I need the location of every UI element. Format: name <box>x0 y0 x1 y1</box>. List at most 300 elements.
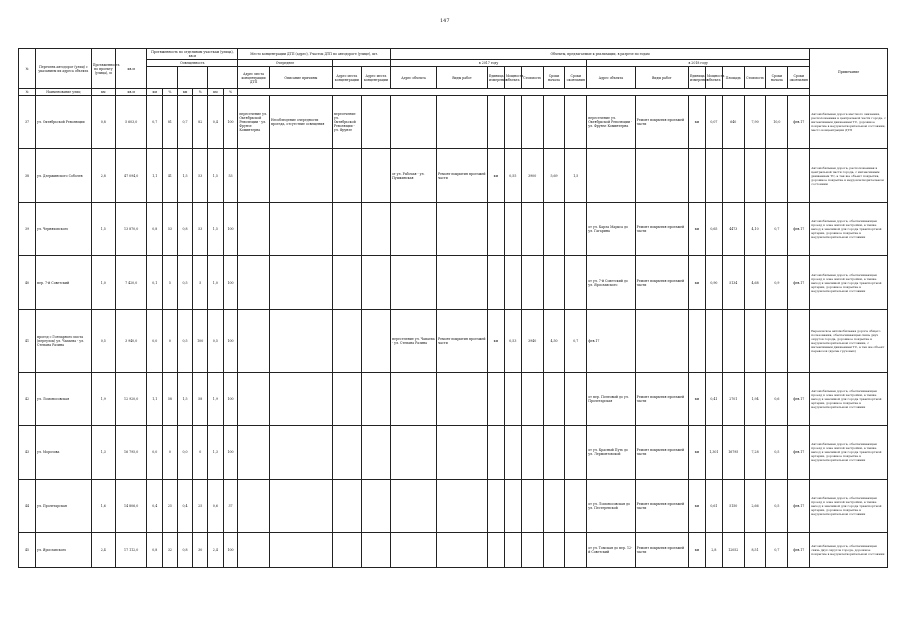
cell-a2 <box>361 149 390 202</box>
cell-work17 <box>437 96 488 149</box>
cell-e17 <box>565 426 587 479</box>
header-2017-cost: Стоимость <box>521 67 543 89</box>
cell-note: Автомобильная дорога, обеспечивающая проезд к зоне жилой застройки, а также выход к значимой для города транспортной артерии, дорожное покрытие в неудовлетворительном состоянии <box>810 426 888 479</box>
header-dtp-address-3: Адрес места концентрации <box>361 67 390 89</box>
header-2017-unit: Единица измерения <box>487 67 504 89</box>
cell-len: 1,9 <box>91 372 115 425</box>
cell-area: 12 920,0 <box>115 372 147 425</box>
cell-n: 40 <box>19 256 36 309</box>
cell-m17 <box>504 202 521 255</box>
cell-m17 <box>504 256 521 309</box>
cell-work18: Ремонт покрытия проезжей части <box>635 426 688 479</box>
table-row <box>19 309 888 372</box>
unit-name: Наименование улиц <box>35 89 91 96</box>
cell-c6: 37 <box>223 479 238 532</box>
cell-n: 45 <box>19 533 36 568</box>
cell-area18: 4473 <box>722 202 744 255</box>
table-row <box>19 479 888 532</box>
cell-work17 <box>437 479 488 532</box>
cell-s18: 0,7 <box>766 202 788 255</box>
cell-dtp <box>238 479 270 532</box>
cell-cost17: 3940 <box>521 309 543 372</box>
header-group-light: Освещенность <box>147 60 238 67</box>
cell-a2 <box>361 426 390 479</box>
cell-u17 <box>487 479 504 532</box>
cell-c4: 30 <box>193 533 208 568</box>
cell-c5: 0,6 <box>207 479 223 532</box>
cell-cost17 <box>521 426 543 479</box>
cell-u18: км <box>688 479 705 532</box>
cell-c1: 0,1 <box>147 256 163 309</box>
cell-street: ул. Ярославского <box>35 533 91 568</box>
cell-work18: Ремонт покрытия проезжей части <box>635 533 688 568</box>
cell-cost18: 4,68 <box>744 256 766 309</box>
cell-c3: 0,5 <box>177 309 193 372</box>
unit-km-2: км <box>177 89 193 96</box>
unit-pct-3: % <box>223 89 238 96</box>
cell-obj18: пересечение ул. Октябрьской Революции - ул. Фрунзе Коминтерна <box>587 96 635 149</box>
cell-c2: 25 <box>163 479 178 532</box>
table-row <box>19 202 888 255</box>
header-2017-object: Адрес объекта <box>390 67 436 89</box>
cell-s18: 0,9 <box>766 256 788 309</box>
cell-e17: 0,7 <box>565 309 587 372</box>
cell-cause <box>269 479 332 532</box>
cell-e18: фев.17 <box>788 96 810 149</box>
header-objects: Объекты, предлагаемые к реализации, в разрезе по годам <box>390 49 809 60</box>
cell-work18: Ремонт покрытия проезжей части <box>635 372 688 425</box>
cell-c1: 0,4 <box>147 479 163 532</box>
cell-a2 <box>361 256 390 309</box>
table-body <box>19 96 888 568</box>
cell-m17 <box>504 533 521 568</box>
cell-u17: км <box>487 309 504 372</box>
cell-s17 <box>543 202 565 255</box>
cell-work17: Ремонт покрытия проезжей части <box>437 149 488 202</box>
cell-c4: 53 <box>193 202 208 255</box>
cell-note: Автомобильная дорога, обеспечивающая проезд к зоне жилой застройки, а также выход к значимой для города транспортной артерии, дорожное покрытие в неудовлетворительном состоянии <box>810 372 888 425</box>
header-2018-object: Адрес объекта <box>587 67 635 89</box>
cell-c2: 53 <box>163 202 178 255</box>
cell-s17 <box>543 256 565 309</box>
cell-area: 7 420,0 <box>115 256 147 309</box>
cell-obj18 <box>587 149 635 202</box>
cell-cause <box>269 426 332 479</box>
cell-n: 41 <box>19 309 36 372</box>
cell-s18: 0,5 <box>766 479 788 532</box>
cell-cost17 <box>521 202 543 255</box>
cell-c2: 41 <box>163 149 178 202</box>
cell-obj18: от ул. Ломоносовская до ул. Пестеревской <box>587 479 635 532</box>
cell-note: Автомобильная дорога, обеспечивающая проезд к зоне жилой застройки, а также выход к значимой для города транспортной артерии, дорожное покрытие в неудовлетворительном состоянии <box>810 479 888 532</box>
header-2018-unit: Единица измерения <box>688 67 705 89</box>
cell-e18: фев.17 <box>788 202 810 255</box>
cell-cause: Несоблюдение очередности проезда, отсутствие освещения <box>269 96 332 149</box>
cell-dtp <box>238 426 270 479</box>
cell-c2: 81 <box>163 96 178 149</box>
cell-area18: 5134 <box>722 256 744 309</box>
cell-cause <box>269 309 332 372</box>
cell-c5: 1,9 <box>207 372 223 425</box>
cell-a2 <box>361 533 390 568</box>
header-dtp-address: Адрес места концентрации ДТП <box>238 67 270 89</box>
cell-dtp <box>238 372 270 425</box>
cell-area18: 16795 <box>722 426 744 479</box>
cell-obj18: от ул. Красный Путь до ул. Лермонтовской <box>587 426 635 479</box>
cell-street: ул. Черняховского <box>35 202 91 255</box>
cell-e18: фев.17 <box>788 372 810 425</box>
cell-c2: 58 <box>163 372 178 425</box>
cell-c5: 1,3 <box>207 426 223 479</box>
cell-work18 <box>635 149 688 202</box>
cell-s17 <box>543 479 565 532</box>
cell-c3: 1,5 <box>177 149 193 202</box>
cell-work17 <box>437 533 488 568</box>
cell-c6: 100 <box>223 533 238 568</box>
cell-area: 16 795,0 <box>115 426 147 479</box>
cell-c1: 1,1 <box>147 372 163 425</box>
cell-area18 <box>722 309 744 372</box>
cell-area: 14 806,0 <box>115 479 147 532</box>
cell-cost18: 1,94 <box>744 372 766 425</box>
cell-s18: 0,5 <box>766 426 788 479</box>
cell-u17 <box>487 256 504 309</box>
cell-e17 <box>565 96 587 149</box>
cell-obj17 <box>390 256 436 309</box>
cell-n: 44 <box>19 479 36 532</box>
cell-area18: 12052 <box>722 533 744 568</box>
unit-km: км <box>91 89 115 96</box>
cell-s18: 10,0 <box>766 96 788 149</box>
cell-c4: 0 <box>193 426 208 479</box>
cell-work18 <box>635 309 688 372</box>
cell-n: 37 <box>19 96 36 149</box>
cell-u17 <box>487 202 504 255</box>
road-table <box>18 48 888 568</box>
cell-dtp <box>238 256 270 309</box>
cell-e17 <box>565 533 587 568</box>
cell-len: 1,6 <box>91 479 115 532</box>
cell-cost18 <box>744 309 766 372</box>
cell-obj17: пересечение ул. Чапаева - ул. Степана Разина <box>390 309 436 372</box>
cell-c4: 5 <box>193 256 208 309</box>
cell-s17 <box>543 372 565 425</box>
cell-c4: 82 <box>193 96 208 149</box>
cell-c3: 1,5 <box>177 372 193 425</box>
cell-a2 <box>361 96 390 149</box>
table-row <box>19 372 888 425</box>
header-group-queue-2 <box>332 60 390 67</box>
cell-cost17 <box>521 96 543 149</box>
cell-area18 <box>722 149 744 202</box>
cell-obj18: от ул. Карла Маркса до ул. Гагарина <box>587 202 635 255</box>
cell-len: 1,3 <box>91 426 115 479</box>
cell-c4: 100 <box>193 309 208 372</box>
cell-n: 38 <box>19 149 36 202</box>
table-row <box>19 149 888 202</box>
header-dtp-address-2: Адрес места концентрации <box>332 67 361 89</box>
cell-len: 0,5 <box>91 309 115 372</box>
cell-work18: Ремонт покрытия проезжей части <box>635 256 688 309</box>
cell-m18: 0,07 <box>705 96 722 149</box>
cell-street: ул. Морозова <box>35 426 91 479</box>
cell-cost17 <box>521 256 543 309</box>
cell-s18 <box>766 149 788 202</box>
header-2018-end: Сроки окончания <box>788 67 810 89</box>
cell-a2 <box>361 372 390 425</box>
cell-street: ул. Ломоносовская <box>35 372 91 425</box>
cell-obj17 <box>390 202 436 255</box>
cell-len: 2,4 <box>91 533 115 568</box>
cell-m17 <box>504 96 521 149</box>
cell-cost18: 7,90 <box>744 96 766 149</box>
cell-m17 <box>504 426 521 479</box>
unit-rest <box>238 89 810 96</box>
cell-work17 <box>437 256 488 309</box>
header-number: № <box>19 49 36 89</box>
cell-u18: км <box>688 202 705 255</box>
header-dtp-cause: Описание причины <box>269 67 332 89</box>
cell-a2 <box>361 202 390 255</box>
cell-c4: 25 <box>193 479 208 532</box>
cell-m18: 0,41 <box>705 372 722 425</box>
header-2017-power: Мощность объекта <box>504 67 521 89</box>
cell-u17 <box>487 372 504 425</box>
cell-u18: км <box>688 533 705 568</box>
cell-e17: 1,5 <box>565 149 587 202</box>
cell-m18 <box>705 149 722 202</box>
cell-c3: 0,0 <box>177 426 193 479</box>
cell-s17 <box>543 426 565 479</box>
table-row <box>19 533 888 568</box>
unit-pct-2: % <box>193 89 208 96</box>
cell-c6: 100 <box>223 96 238 149</box>
cell-c3: 0,5 <box>177 256 193 309</box>
cell-c5: 1,5 <box>207 202 223 255</box>
cell-work18: Ремонт покрытия проезжей части <box>635 479 688 532</box>
cell-m18: 0,61 <box>705 479 722 532</box>
cell-c5: 0,4 <box>207 96 223 149</box>
cell-cost18: 4,10 <box>744 202 766 255</box>
cell-dtp <box>238 533 270 568</box>
header-2018-start: Сроки начала <box>766 67 788 89</box>
cell-a2 <box>361 479 390 532</box>
cell-cost18: 8,51 <box>744 533 766 568</box>
unit-pct-1: % <box>163 89 178 96</box>
cell-obj18: от пер. Почтовый до ул. Пролетарская <box>587 372 635 425</box>
table-row <box>19 426 888 479</box>
cell-c1: 0,7 <box>147 96 163 149</box>
header-group-2018: в 2018 году <box>587 60 810 67</box>
cell-len: 1,0 <box>91 256 115 309</box>
cell-area: 17 112,0 <box>115 533 147 568</box>
cell-note: Автомобильная дорога местного значения, расположенная в центральной части города, с интенсивным движением ТС, дорожное покрытие в неудовлетворительном состоянии, место концентрации ДТП <box>810 96 888 149</box>
cell-area: 5 603,0 <box>115 96 147 149</box>
cell-area: 3 940,0 <box>115 309 147 372</box>
cell-c2: 5 <box>163 256 178 309</box>
cell-e18: фев.17 <box>788 256 810 309</box>
cell-obj18: от ул. 7-й Советский до ул. Ярославского <box>587 256 635 309</box>
cell-a1 <box>332 309 361 372</box>
cell-c3: 0,7 <box>177 96 193 149</box>
cell-cost17 <box>521 479 543 532</box>
cell-e17 <box>565 202 587 255</box>
cell-area18: 2701 <box>722 372 744 425</box>
cell-m18: 0,90 <box>705 256 722 309</box>
cell-c6: 100 <box>223 202 238 255</box>
cell-e17 <box>565 372 587 425</box>
cell-area18: 5150 <box>722 479 744 532</box>
cell-cause <box>269 202 332 255</box>
header-note: Примечание <box>810 49 888 96</box>
header-2018-area: Площадь <box>722 67 744 89</box>
cell-obj18: фев.17 <box>587 309 635 372</box>
cell-c5: 2,4 <box>207 533 223 568</box>
cell-dtp <box>238 202 270 255</box>
cell-m18: 1,301 <box>705 426 722 479</box>
header-sub-2 <box>177 67 207 89</box>
cell-e18 <box>788 309 810 372</box>
cell-note: Автомобильная дорога, расположенная в центральной части города, с интенсивным движением ТС, а так же объект покрытия, дорожное покрытие в неудовлетворительном состоянии <box>810 149 888 202</box>
cell-cause <box>269 256 332 309</box>
cell-n: 39 <box>19 202 36 255</box>
cell-u18: км <box>688 96 705 149</box>
cell-obj17 <box>390 96 436 149</box>
cell-cost18: 2,66 <box>744 479 766 532</box>
cell-c6: 100 <box>223 309 238 372</box>
cell-obj17 <box>390 479 436 532</box>
header-length: Протяженность по проекту (улица), м <box>91 49 115 89</box>
cell-note: Автомобильная дорога, обеспечивающая проезд к зоне жилой застройки, а также выход к значимой для города транспортной артерии, дорожное покрытие в неудовлетворительном состоянии <box>810 202 888 255</box>
cell-c5: 0,5 <box>207 309 223 372</box>
cell-s18: 0,6 <box>766 372 788 425</box>
cell-dtp <box>238 149 270 202</box>
cell-dtp: пересечение ул. Октябрьской Революции - ул. Фрунзе Коминтерна <box>238 96 270 149</box>
cell-m17: 0,55 <box>504 149 521 202</box>
cell-s17 <box>543 96 565 149</box>
cell-c2: 0 <box>163 426 178 479</box>
cell-c2: 0 <box>163 309 178 372</box>
cell-c1: 0,8 <box>147 533 163 568</box>
page-number: 147 <box>440 18 450 24</box>
cell-c4: 53 <box>193 149 208 202</box>
table-row <box>19 96 888 149</box>
cell-m18: 0,65 <box>705 202 722 255</box>
cell-a1 <box>332 256 361 309</box>
cell-obj17 <box>390 372 436 425</box>
cell-u17 <box>487 533 504 568</box>
cell-work17 <box>437 372 488 425</box>
header-group-2017: в 2017 году <box>390 60 586 67</box>
cell-a1: пересечение ул. Октябрьской Революции - ул. Фрунзе <box>332 96 361 149</box>
cell-cause <box>269 149 332 202</box>
cell-c6: 100 <box>223 426 238 479</box>
cell-m17 <box>504 372 521 425</box>
cell-street: ул. Дзержинского Соболев <box>35 149 91 202</box>
cell-a2 <box>361 309 390 372</box>
cell-note: Березовское автомобильная дорога общего пользования, обеспечивающая связь двух округов города, дорожное покрытие в неудовлетворительном состоянии, с интенсивным движением ТС, а так же объект перевозок (кроме грузовых) <box>810 309 888 372</box>
cell-a1 <box>332 426 361 479</box>
unit-n: № <box>19 89 36 96</box>
unit-sqm: кв.м <box>115 89 147 96</box>
cell-m17: 0,53 <box>504 309 521 372</box>
cell-c3: 0,4 <box>177 479 193 532</box>
cell-work18: Ремонт покрытия проезжей части <box>635 202 688 255</box>
cell-c3: 0,8 <box>177 533 193 568</box>
cell-cause <box>269 533 332 568</box>
cell-u17 <box>487 96 504 149</box>
cell-s17 <box>543 533 565 568</box>
cell-street: ул. Октябрьской Революции <box>35 96 91 149</box>
header-2017-work: Виды работ <box>437 67 488 89</box>
header-2017-end: Сроки окончания <box>565 67 587 89</box>
cell-c1: 1,1 <box>147 149 163 202</box>
cell-m18: 2,8 <box>705 533 722 568</box>
cell-e17 <box>565 479 587 532</box>
cell-a1 <box>332 533 361 568</box>
cell-area18: 640 <box>722 96 744 149</box>
cell-area: 13 870,0 <box>115 202 147 255</box>
cell-u18: км <box>688 256 705 309</box>
cell-cost17: 3900 <box>521 149 543 202</box>
cell-c1: 0,0 <box>147 309 163 372</box>
cell-work17 <box>437 202 488 255</box>
header-street: Перечень автодорог (улиц) с указанием их адреса объекта <box>35 49 91 89</box>
cell-e17 <box>565 256 587 309</box>
header-condition: Протяженность по отдельным участкам (улица), кв.м <box>147 49 238 60</box>
cell-obj17 <box>390 533 436 568</box>
header-2018-power: Мощность объекта <box>705 67 722 89</box>
cell-u18: км <box>688 426 705 479</box>
cell-work17 <box>437 426 488 479</box>
cell-area: 47 094,0 <box>115 149 147 202</box>
header-dtp: Место концентрации ДТП (адрес), Участок ДТП по автодороге (улице), шт. <box>238 49 391 60</box>
header-area: кв.м <box>115 49 147 89</box>
cell-s18: 0,7 <box>766 533 788 568</box>
cell-c1: 0,8 <box>147 202 163 255</box>
header-group-queue: Очереднее <box>238 60 333 67</box>
cell-cost18 <box>744 149 766 202</box>
cell-street: пер. 7-й Советский <box>35 256 91 309</box>
cell-len: 1,5 <box>91 202 115 255</box>
cell-street: ул. Пролетарская <box>35 479 91 532</box>
cell-u18 <box>688 149 705 202</box>
cell-c5: 1,0 <box>207 256 223 309</box>
cell-cost18: 7,28 <box>744 426 766 479</box>
cell-cost17 <box>521 372 543 425</box>
unit-km-1: км <box>147 89 163 96</box>
cell-u18: км <box>688 372 705 425</box>
cell-c6: 100 <box>223 256 238 309</box>
cell-a1 <box>332 149 361 202</box>
cell-s17: 4,50 <box>543 309 565 372</box>
cell-s18 <box>766 309 788 372</box>
cell-c6: 100 <box>223 372 238 425</box>
cell-u18 <box>688 309 705 372</box>
cell-c3: 0,8 <box>177 202 193 255</box>
cell-c2: 32 <box>163 533 178 568</box>
cell-dtp <box>238 309 270 372</box>
cell-obj17: от ул. Рабочая - ул. Пушкинская <box>390 149 436 202</box>
cell-e18: фев.17 <box>788 426 810 479</box>
table-row <box>19 256 888 309</box>
cell-c5: 1,5 <box>207 149 223 202</box>
cell-s17: 5,69 <box>543 149 565 202</box>
cell-n: 42 <box>19 372 36 425</box>
cell-m17 <box>504 479 521 532</box>
cell-len: 2,8 <box>91 149 115 202</box>
cell-obj18: от ул. Томская до пер. 12-й Советский <box>587 533 635 568</box>
